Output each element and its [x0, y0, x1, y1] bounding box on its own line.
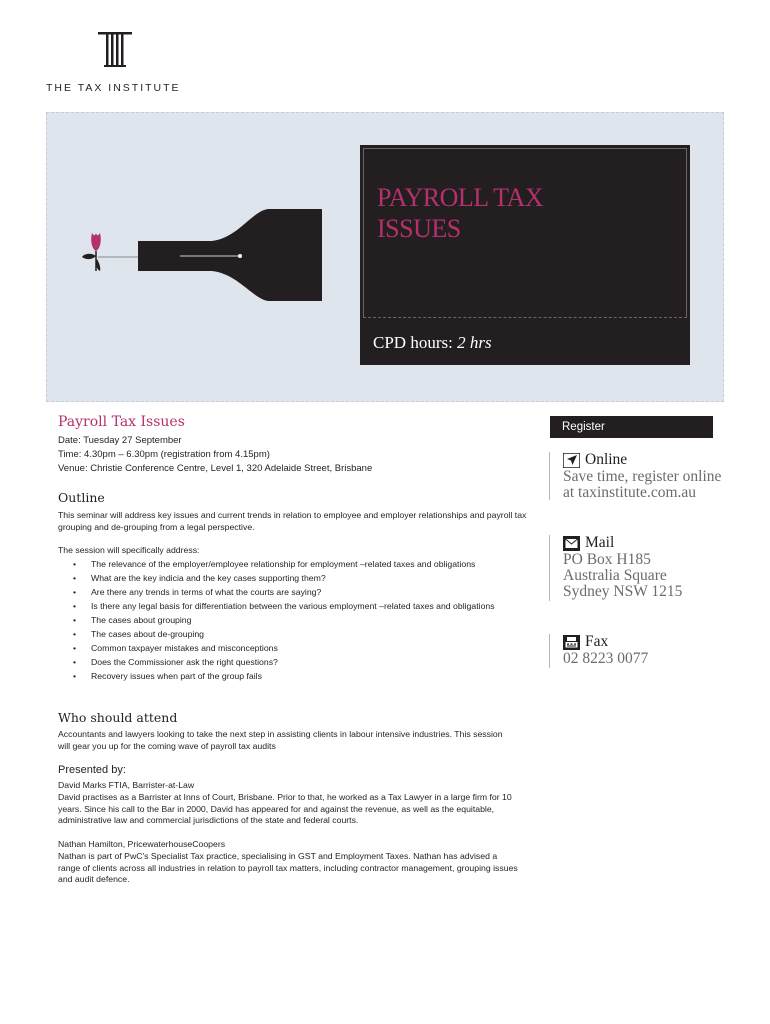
- online-link[interactable]: at taxinstitute.com.au: [563, 484, 697, 501]
- mail-line-3: Sydney NSW 1215: [563, 583, 683, 600]
- venue-label: Venue:: [58, 463, 88, 474]
- presenters-heading: Presented by:: [58, 764, 126, 776]
- hero-title: PAYROLL TAX ISSUES: [377, 183, 544, 243]
- list-item: • Are there any trends in terms of what the courts are saying?: [58, 587, 540, 599]
- online-line-1: Save time, register online: [563, 468, 722, 485]
- brand-name: THE TAX INSTITUTE: [46, 82, 181, 94]
- list-item: • The relevance of the employer/employee relationship for employment –related taxes and obligations: [58, 559, 540, 571]
- mail-label: Mail: [585, 534, 615, 551]
- title-card: [360, 145, 690, 365]
- presenter-1-bio: David practises as a Barrister at Inns of Court, Brisbane. Prior to that, he worked as a Tax Lawyer in a large firm for 10 years. Since his call to the Bar in 2000, David has appeared for and against the revenue, as well as the equitable, administrative law and commercial jurisdictions of the state and federal courts.: [58, 792, 512, 825]
- fountain-pen-icon: [80, 203, 325, 303]
- list-item: • The cases about grouping: [58, 615, 540, 627]
- outline-intro: This seminar will address key issues and current trends in relation to employee and employer relationships and payroll tax grouping and de-grouping from a legal perspective.: [58, 510, 527, 532]
- register-fax: [549, 634, 724, 668]
- time-value: 4.30pm – 6.30pm (registration from 4.15pm): [84, 449, 270, 460]
- online-label: Online: [585, 451, 628, 468]
- register-mail: [549, 535, 724, 601]
- fax-label: Fax: [585, 633, 609, 650]
- venue-value: Christie Conference Centre, Level 1, 320 Adelaide Street, Brisbane: [90, 463, 373, 474]
- fax-number: 02 8223 0077: [563, 650, 649, 667]
- time-label: Time:: [58, 449, 82, 460]
- register-online: [549, 452, 724, 500]
- cursor-icon: [563, 453, 580, 468]
- presenter-role: PricewaterhouseCoopers: [125, 839, 226, 849]
- event-time: [58, 449, 270, 460]
- outline-list: [58, 559, 540, 685]
- cpd-value: 2 hrs: [457, 333, 492, 352]
- outline-lead: The session will specifically address:: [58, 545, 200, 555]
- attend-text: Accountants and lawyers looking to take the next step in assisting clients in labour intensive industries. This session will gear you up for the coming wave of payroll tax audits: [58, 729, 503, 751]
- tax-institute-logo-icon: [97, 30, 133, 68]
- list-item: • Is there any legal basis for differentiation between the various employment –related taxes and obligations: [58, 601, 540, 613]
- date-value: Tuesday 27 September: [83, 435, 182, 446]
- envelope-icon: [563, 536, 580, 551]
- register-bar: Register: [550, 416, 713, 438]
- presenter-2-bio: Nathan is part of PwC's Specialist Tax practice, specialising in GST and Employment Taxes. Nathan has advised a range of clients across all industries in relation to payroll tax matters, including contractor management, grouping issues and audit defence.: [58, 851, 518, 884]
- event-date: [58, 435, 182, 446]
- mail-line-1: PO Box H185: [563, 551, 651, 568]
- cpd-label: CPD hours:: [373, 333, 453, 352]
- presenter-2: [58, 839, 540, 851]
- attend-heading: Who should attend: [58, 710, 178, 725]
- presenter-name: Nathan Hamilton,: [58, 839, 126, 849]
- title-frame: [363, 148, 687, 318]
- event-venue: [58, 463, 372, 474]
- event-title: Payroll Tax Issues: [58, 414, 185, 430]
- mail-line-2: Australia Square: [563, 567, 667, 584]
- list-item: • Does the Commissioner ask the right questions?: [58, 657, 540, 669]
- list-item: • Common taxpayer mistakes and misconceptions: [58, 643, 540, 655]
- online-heading: [563, 452, 724, 468]
- list-item: • Recovery issues when part of the group fails: [58, 671, 540, 683]
- mail-heading: [563, 535, 724, 551]
- list-item: • What are the key indicia and the key cases supporting them?: [58, 573, 540, 585]
- date-label: Date:: [58, 435, 81, 446]
- outline-heading: Outline: [58, 490, 105, 505]
- presenter-role: Barrister-at-Law: [129, 780, 195, 790]
- presenter-name: David Marks FTIA,: [58, 780, 130, 790]
- list-item: • The cases about de-grouping: [58, 629, 540, 641]
- fax-icon: [563, 635, 580, 650]
- fax-heading: [563, 634, 724, 650]
- cpd-hours: [373, 333, 492, 353]
- presenter-1: [58, 780, 540, 792]
